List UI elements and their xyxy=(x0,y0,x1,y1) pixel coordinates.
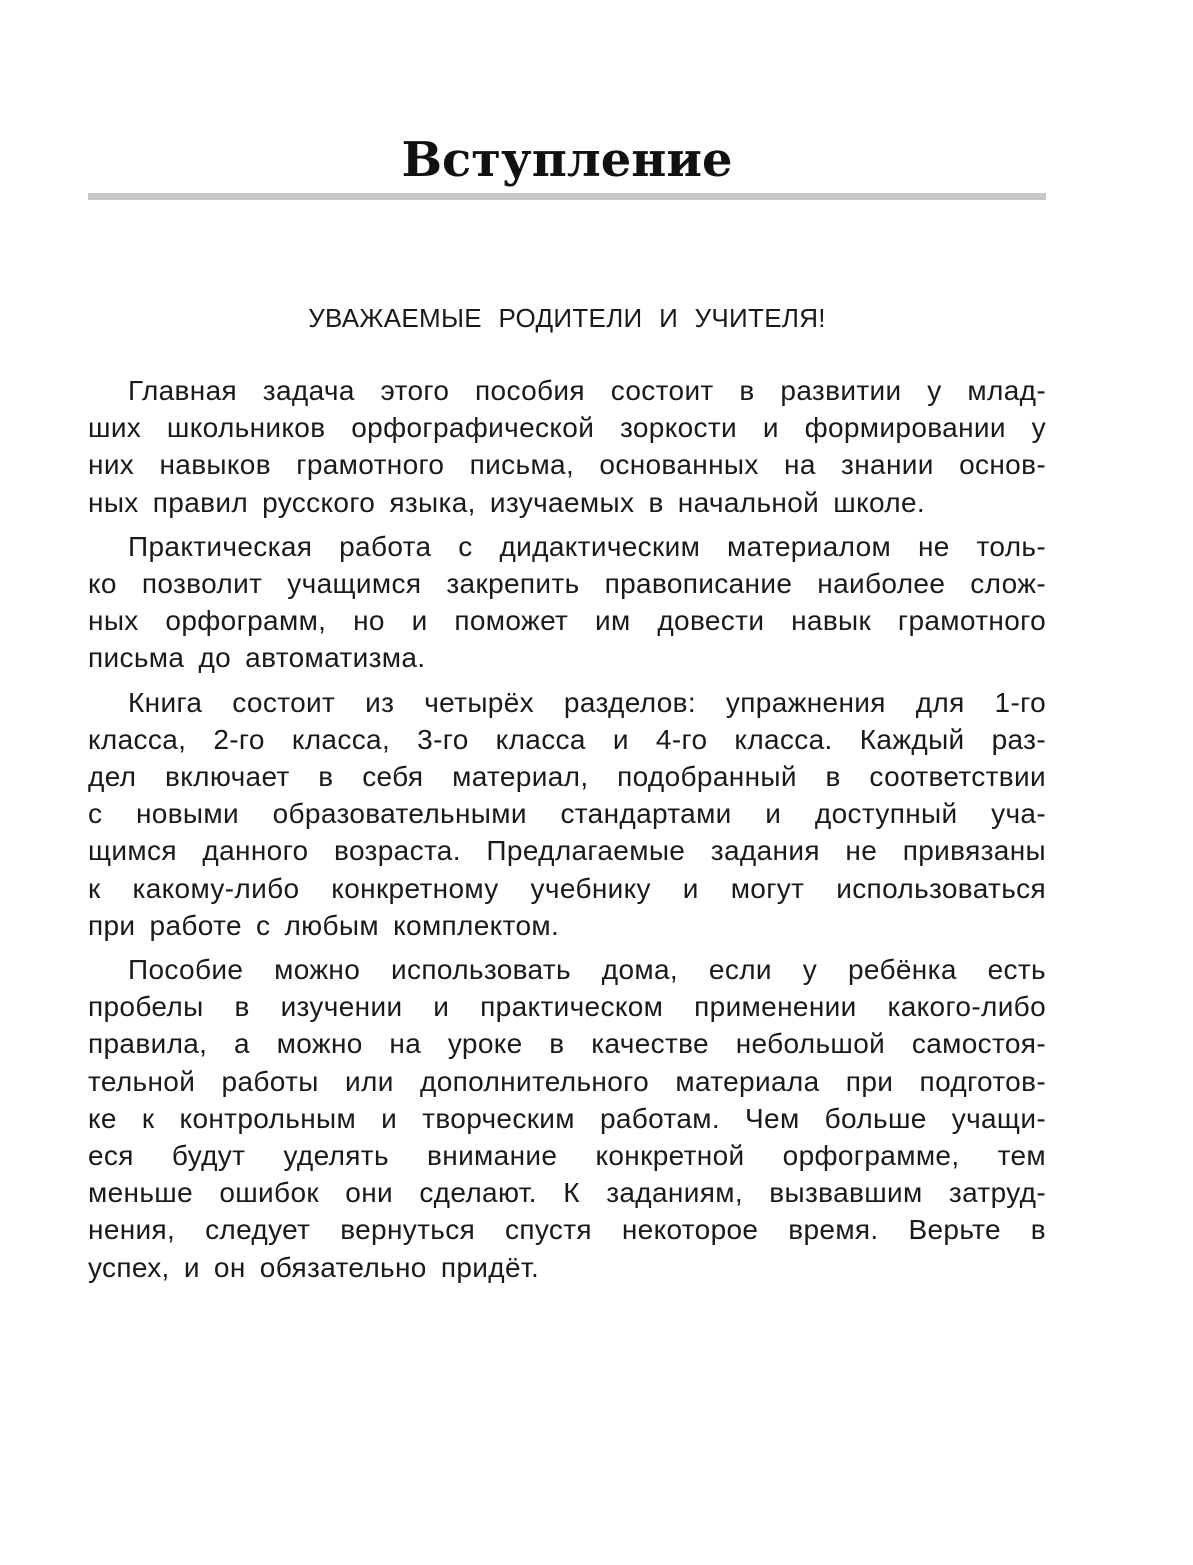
text-line: нения, следует вернуться спустя некоторое время. Верьте в xyxy=(88,1214,1046,1246)
text-line: Практическая работа с дидактическим материалом не толь- xyxy=(128,530,1046,562)
paragraph-3 xyxy=(88,684,1046,944)
text-line: ных правил русского языка, изучаемых в начальной школе. xyxy=(88,486,926,518)
text-line: пробелы в изучении и практическом применении какого-либо xyxy=(88,991,1046,1023)
page-title: Вступление xyxy=(401,132,733,188)
text-line: щимся данного возраста. Предлагаемые задания не привязаны xyxy=(88,835,1046,867)
text-line: правила, а можно на уроке в качестве небольшой самостоя- xyxy=(88,1028,1046,1060)
text-line: еся будут уделять внимание конкретной орфограмме, тем xyxy=(88,1140,1046,1172)
text-line: письма до автоматизма. xyxy=(88,642,426,674)
text-line: ке к контрольным и творческим работам. Чем больше учащи- xyxy=(88,1102,1046,1134)
paragraph-2 xyxy=(88,528,1046,677)
address-line: УВАЖАЕМЫЕ РОДИТЕЛИ И УЧИТЕЛЯ! xyxy=(308,303,826,333)
text-line: Книга состоит из четырёх разделов: упражнения для 1-го xyxy=(128,686,1046,718)
text-line: ных орфограмм, но и поможет им довести навык грамотного xyxy=(88,605,1046,637)
paragraph-1 xyxy=(88,372,1046,521)
text-line: успех, и он обязательно придёт. xyxy=(88,1251,540,1283)
text-line: при работе с любым комплектом. xyxy=(88,909,560,941)
text-line: ко позволит учащимся закрепить правописание наиболее слож- xyxy=(88,568,1046,600)
text-line: к какому-либо конкретному учебнику и могут использоваться xyxy=(88,872,1046,904)
body-text xyxy=(88,372,1046,1293)
text-line: тельной работы или дополнительного материала при подготов- xyxy=(88,1065,1046,1097)
text-line: ших школьников орфографической зоркости и формировании у xyxy=(88,412,1046,444)
text-line: Пособие можно использовать дома, если у ребёнка есть xyxy=(128,954,1046,986)
text-line: дел включает в себя материал, подобранный в соответствии xyxy=(88,761,1046,793)
paragraph-4 xyxy=(88,951,1046,1286)
text-line: них навыков грамотного письма, основанных на знании основ- xyxy=(88,449,1046,481)
text-line: с новыми образовательными стандартами и доступный уча- xyxy=(88,798,1046,830)
text-line: Главная задача этого пособия состоит в развитии у млад- xyxy=(128,375,1046,406)
text-line: меньше ошибок они сделают. К заданиям, вызвавшим затруд- xyxy=(88,1177,1046,1209)
title-underline xyxy=(88,193,1046,200)
text-line: класса, 2-го класса, 3-го класса и 4-го класса. Каждый раз- xyxy=(88,723,1046,755)
